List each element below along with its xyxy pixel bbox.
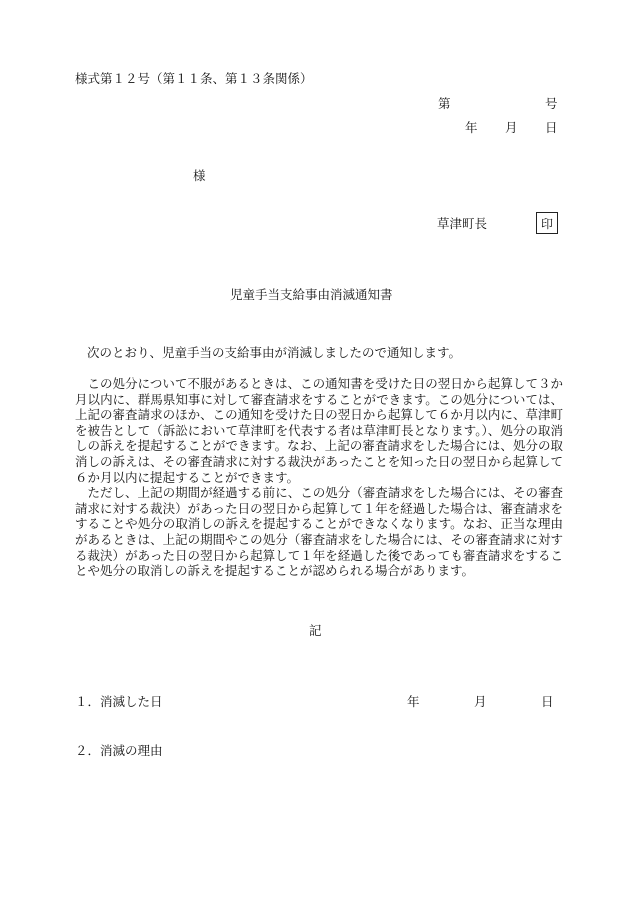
- item-2-label: ２．消滅の理由: [75, 743, 163, 758]
- ki-heading: 記: [309, 623, 322, 638]
- appeal-paragraph-2: ただし、上記の期間が経過する前に、この処分（審査請求をした場合には、その審査請求に対する裁決）があった日の翌日から起算して１年を経過した場合は、審査請求をすることや処分の取消しの訴えを提起することができなくなります。なお、正当な理由があるときは、上記の期間やこの処分（審査請求をした場合には、その審査請求に対する裁決）があった日の翌日から起算して１年を経過した後であっても審査請求をすることや処分の取消しの訴えを提起することが認められる場合があります。: [75, 485, 563, 579]
- item-1-label: １．消滅した日: [75, 694, 163, 709]
- doc-number-prefix: 第: [438, 96, 451, 111]
- intro-text: 次のとおり、児童手当の支給事由が消滅しましたので通知します。: [87, 345, 462, 360]
- item-1-day: 日: [541, 694, 554, 709]
- form-number: 様式第１２号（第１１条、第１３条関係）: [75, 71, 313, 86]
- date-month: 月: [505, 120, 518, 135]
- seal-stamp: [536, 212, 558, 234]
- document-title: 児童手当支給事由消滅通知書: [230, 287, 393, 302]
- date-day: 日: [545, 120, 558, 135]
- date-year: 年: [465, 120, 478, 135]
- addressee-suffix: 様: [193, 168, 206, 183]
- doc-number-suffix: 号: [545, 96, 558, 111]
- appeal-paragraph-1: この処分について不服があるときは、この通知書を受けた日の翌日から起算して３か月以内に、群馬県知事に対して審査請求をすることができます。この処分については、上記の審査請求のほか、この通知を受けた日の翌日から起算して６か月以内に、草津町を被告として（訴訟において草津町を代表する者は草津町長となります。）、処分の取消しの訴えを提起することができます。なお、上記の審査請求をした場合には、処分の取消しの訴えは、その審査請求に対する裁決があったことを知った日の翌日から起算して６か月以内に提起することができます。: [75, 376, 563, 485]
- item-1-month: 月: [474, 694, 487, 709]
- issuer-title: 草津町長: [437, 216, 488, 231]
- appeal-notice: [75, 376, 563, 579]
- item-1-year: 年: [407, 694, 420, 709]
- seal-label: 印: [540, 216, 553, 231]
